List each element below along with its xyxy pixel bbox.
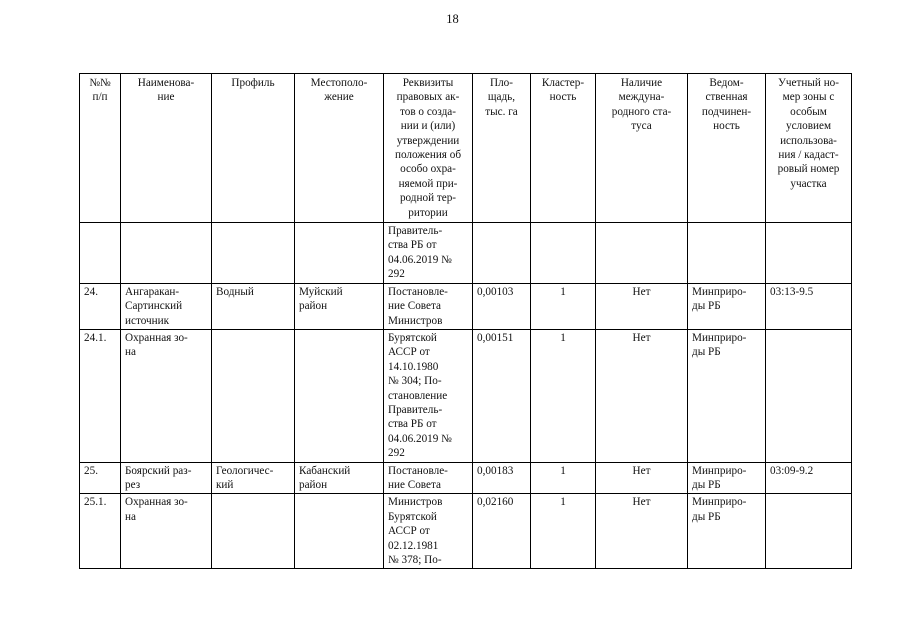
cell-area: 0,00183	[473, 462, 531, 494]
cell-registry-number: 03:13-9.5	[766, 283, 852, 329]
cell-legal: Правитель- ства РБ от 04.06.2019 № 292	[384, 223, 473, 284]
cell-cluster: 1	[531, 283, 596, 329]
cell-intl-status: Нет	[596, 329, 688, 462]
cell-name: Охранная зо- на	[121, 329, 212, 462]
cell-name: Охранная зо- на	[121, 494, 212, 569]
cell-location	[295, 494, 384, 569]
cell-legal: Постановле- ние Совета	[384, 462, 473, 494]
cell-profile: Водный	[212, 283, 295, 329]
cell-intl-status: Нет	[596, 462, 688, 494]
header-num: №№ п/п	[80, 74, 121, 223]
header-registry-number: Учетный но- мер зоны с особым условием использова- ния / кадаст- ровый номер участка	[766, 74, 852, 223]
cell-num: 25.	[80, 462, 121, 494]
cell-profile	[212, 494, 295, 569]
cell-num: 24.1.	[80, 329, 121, 462]
cell-intl-status: Нет	[596, 283, 688, 329]
cell-profile: Геологичес- кий	[212, 462, 295, 494]
cell-registry-number	[766, 329, 852, 462]
cell-registry-number: 03:09-9.2	[766, 462, 852, 494]
cell-profile	[212, 329, 295, 462]
header-area: Пло- щадь, тыс. га	[473, 74, 531, 223]
cell-cluster: 1	[531, 329, 596, 462]
table-row	[80, 462, 852, 494]
header-department: Ведом- ственная подчинен- ность	[688, 74, 766, 223]
cell-legal: Министров Бурятской АССР от 02.12.1981 № 378; По-	[384, 494, 473, 569]
cell-department: Минприро- ды РБ	[688, 329, 766, 462]
cell-num: 25.1.	[80, 494, 121, 569]
cell-cluster: 1	[531, 494, 596, 569]
cell-area: 0,00151	[473, 329, 531, 462]
table-row	[80, 283, 852, 329]
header-legal-acts: Реквизиты правовых ак- тов о созда- нии и (или) утверждении положения об особо охра- няемой при- родной тер- ритории	[384, 74, 473, 223]
header-row	[80, 74, 852, 223]
cell-area: 0,02160	[473, 494, 531, 569]
continuation-row	[80, 223, 852, 284]
table-row	[80, 494, 852, 569]
header-intl-status: Наличие междуна- родного ста- туса	[596, 74, 688, 223]
header-cluster: Кластер- ность	[531, 74, 596, 223]
cell-department: Минприро- ды РБ	[688, 283, 766, 329]
protected-areas-table	[79, 73, 852, 569]
cell-department: Минприро- ды РБ	[688, 494, 766, 569]
cell-area: 0,00103	[473, 283, 531, 329]
header-name: Наименова- ние	[121, 74, 212, 223]
header-location: Местополо- жение	[295, 74, 384, 223]
cell-cluster: 1	[531, 462, 596, 494]
page-number: 18	[446, 12, 459, 26]
cell-name: Боярский раз- рез	[121, 462, 212, 494]
cell-location: Кабанский район	[295, 462, 384, 494]
cell-intl-status: Нет	[596, 494, 688, 569]
cell-registry-number	[766, 494, 852, 569]
cell-location: Муйский район	[295, 283, 384, 329]
cell-legal: Бурятской АССР от 14.10.1980 № 304; По- становление Правитель- ства РБ от 04.06.2019 № 292	[384, 329, 473, 462]
cell-location	[295, 329, 384, 462]
cell-name: Ангаракан- Сартинский источник	[121, 283, 212, 329]
cell-num: 24.	[80, 283, 121, 329]
cell-department: Минприро- ды РБ	[688, 462, 766, 494]
cell-legal: Постановле- ние Совета Министров	[384, 283, 473, 329]
table-row	[80, 329, 852, 462]
header-profile: Профиль	[212, 74, 295, 223]
